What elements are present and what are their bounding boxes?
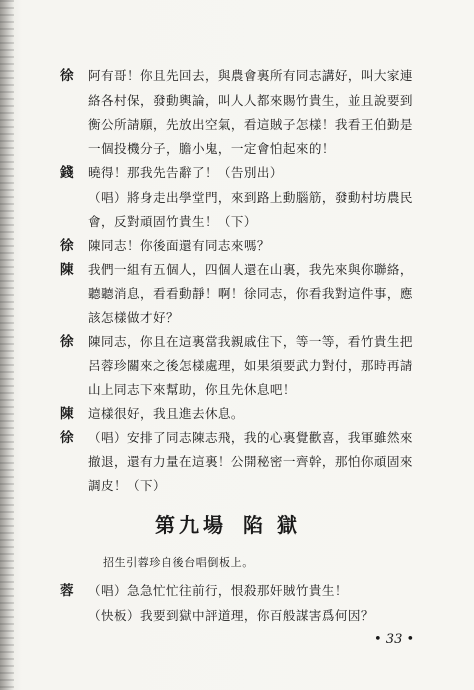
speaker-label: 徐 [60, 238, 74, 254]
dialogue-line: 阿有哥！你且先回去，與農會裏所有同志講好，叫大家連 [88, 68, 413, 83]
dialogue-line: 撤退，還有力量在這裏！公開秘密一齊幹，那怕你頑固來 [88, 454, 413, 469]
dialogue-line: 該怎樣做才好？ [88, 310, 179, 325]
scene-name: 陷獄 [243, 513, 311, 537]
speaker-label: 徐 [60, 334, 74, 350]
dialogue-line: 曉得！那我先告辭了！（告別出） [88, 165, 283, 180]
scene-number: 第九場 [155, 513, 227, 537]
dialogue-line: 陳同志！你後面還有同志來嗎？ [88, 238, 270, 253]
speaker-label: 徐 [60, 430, 74, 446]
scene-heading [155, 512, 311, 538]
stage-direction: 招生引蓉珍自後台唱倒板上。 [103, 556, 254, 569]
dialogue-line: 陳同志，你且在這裏當我親戚住下，等一等，看竹貴生把 [88, 334, 413, 349]
dialogue-line: 調皮！（下） [88, 478, 166, 493]
dialogue-line: 絡各村保，發動輿論，叫人人都來賜竹貴生，並且說要到 [88, 93, 413, 108]
scan-edge-shadow [0, 0, 14, 690]
dialogue-line: 我們一組有五個人，四個人還在山裏，我先來與你聯絡， [88, 262, 413, 277]
dialogue-line: 會，反對頑固竹貴生！（下） [88, 214, 257, 229]
dialogue-line: （唱）急急忙忙往前行，恨殺那奸賊竹貴生！ [88, 583, 348, 598]
dialogue-line: 山上同志下來幫助，你且先休息吧！ [88, 382, 296, 397]
dialogue-line: （快板）我要到獄中評道理，你百般謀害爲何因？ [88, 608, 374, 623]
dialogue-line: 衡公所請願，先放出空氣，看這賊子怎樣！我看王伯勤是 [88, 117, 413, 132]
speaker-label: 蓉 [60, 583, 74, 599]
speaker-label: 錢 [60, 165, 74, 181]
dialogue-line: 聽聽消息，看看動靜！啊！徐同志，你看我對這件事，應 [88, 286, 413, 301]
dialogue-line: （唱）安排了同志陳志飛，我的心裏覺歡喜，我軍雖然來 [88, 430, 413, 445]
dialogue-line: 一個投機分子，膽小鬼，一定會怕起來的！ [88, 141, 335, 156]
dialogue-line: （唱）將身走出學堂門，來到路上動腦筋，發動村坊農民 [88, 190, 413, 205]
speaker-label: 陳 [60, 262, 74, 278]
dialogue-line: 這樣很好，我且進去休息。 [88, 406, 244, 421]
speaker-label: 陳 [60, 406, 74, 422]
speaker-label: 徐 [60, 68, 74, 84]
dialogue-line: 呂蓉珍關來之後怎樣處理，如果須要武力對付，那時再請 [88, 358, 413, 373]
page-number: • 33 • [374, 632, 415, 647]
